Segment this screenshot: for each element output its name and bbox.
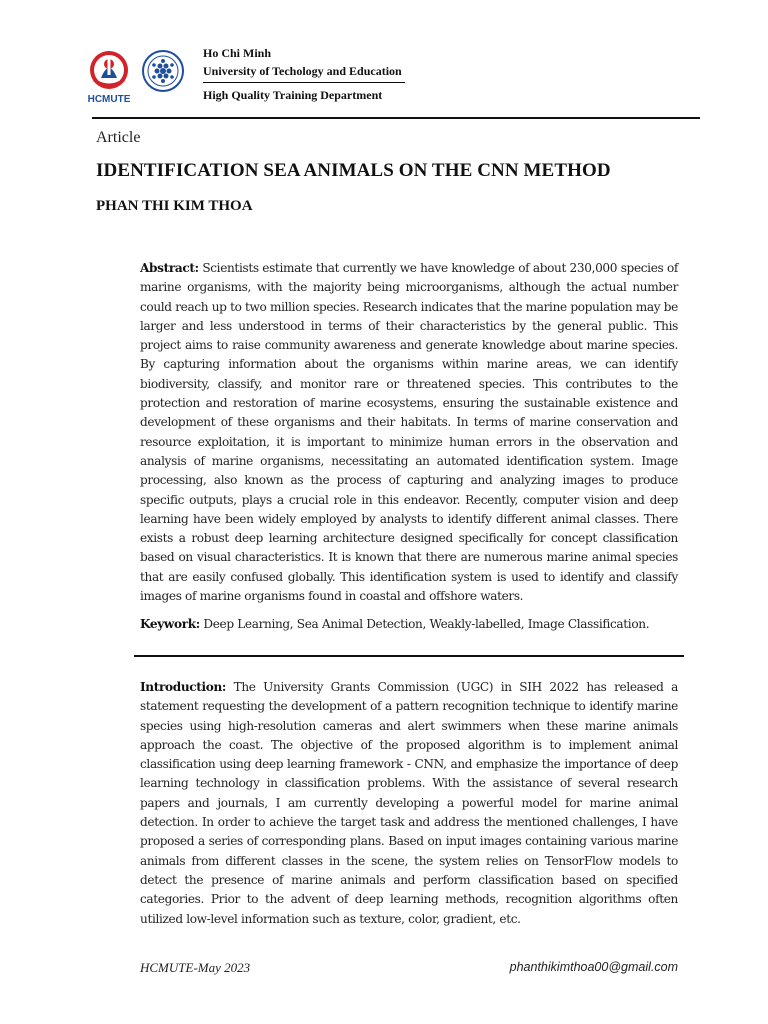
institution-divider bbox=[203, 82, 405, 83]
paper-title: IDENTIFICATION SEA ANIMALS ON THE CNN METHOD bbox=[96, 160, 611, 181]
intro-text: The University Grants Commission (UGC) in SIH 2022 has released a statement requesting the development of a pattern recognition technique to identify marine species using high-resolution cameras and alert swimmers when these marine animals approach the coast. The objective of the proposed algorithm is to implement animal classification using deep learning framework - CNN, and emphasize the importance of deep learning technology in classification problems. With the assistance of several research papers and journals, I am currently developing a powerful model for marine animal detection. In order to achieve the target task and address the mentioned challenges, I have proposed a series of corresponding plans. Based on input images containing various marine animals from different classes in the scene, the system relies on TensorFlow models to detect the presence of marine animals and perform classification based on specified categories. Prior to the advent of deep learning methods, recognition algorithms often utilized low-level information such as texture, color, gradient, etc. bbox=[140, 680, 678, 926]
abstract-text: Scientists estimate that currently we have knowledge of about 230,000 species of marine organisms, with the majority being microorganisms, although the actual number could reach up to two million species. Research indicates that the marine population may be larger and less understood in terms of their characteristics by the general public. This project aims to raise community awareness and generate knowledge about marine species. By capturing information about the organisms within marine areas, we can identify biodiversity, classify, and monitor rare or threatened species. This contributes to the protection and restoration of marine ecosystems, ensuring the sustainable existence and development of these organisms and their habitats. In terms of marine conservation and resource exploitation, it is important to minimize human errors in the observation and analysis of marine organisms, necessitating an automated identification system. Image processing, also known as the process of capturing and analyzing images to produce specific outputs, plays a crucial role in this endeavor. Recently, computer vision and deep learning have been widely employed by analysts to identify different animal classes. There exists a robust deep learning architecture designed specifically for concept classification based on visual characteristics. It is known that there are numerous marine animal species that are easily confused globally. This identification system is used to identify and classify images of marine organisms found in coastal and offshore waters. bbox=[140, 261, 678, 604]
hcmute-logo-icon bbox=[84, 44, 186, 104]
introduction-paragraph bbox=[140, 678, 678, 929]
article-label: Article bbox=[96, 129, 141, 146]
institution-block bbox=[203, 44, 402, 104]
institution-name: University of Techology and Education bbox=[203, 64, 402, 78]
keywords-paragraph bbox=[140, 615, 678, 634]
abstract-label: Abstract: bbox=[140, 261, 199, 275]
footer-email: phanthikimthoa00@gmail.com bbox=[509, 960, 678, 974]
author-name: PHAN THI KIM THOA bbox=[96, 198, 253, 214]
abstract-paragraph bbox=[140, 259, 678, 606]
keyword-label: Keywork: bbox=[140, 617, 200, 631]
footer-date: HCMUTE-May 2023 bbox=[140, 960, 251, 975]
intro-label: Introduction: bbox=[140, 680, 227, 694]
section-divider bbox=[134, 655, 684, 657]
department-name: High Quality Training Department bbox=[203, 88, 383, 102]
keyword-text: Deep Learning, Sea Animal Detection, Weakly-labelled, Image Classification. bbox=[203, 617, 650, 631]
institution-city: Ho Chi Minh bbox=[203, 46, 272, 60]
logos bbox=[84, 44, 186, 104]
header-divider bbox=[92, 117, 700, 119]
logo-text: HCMUTE bbox=[87, 94, 131, 104]
